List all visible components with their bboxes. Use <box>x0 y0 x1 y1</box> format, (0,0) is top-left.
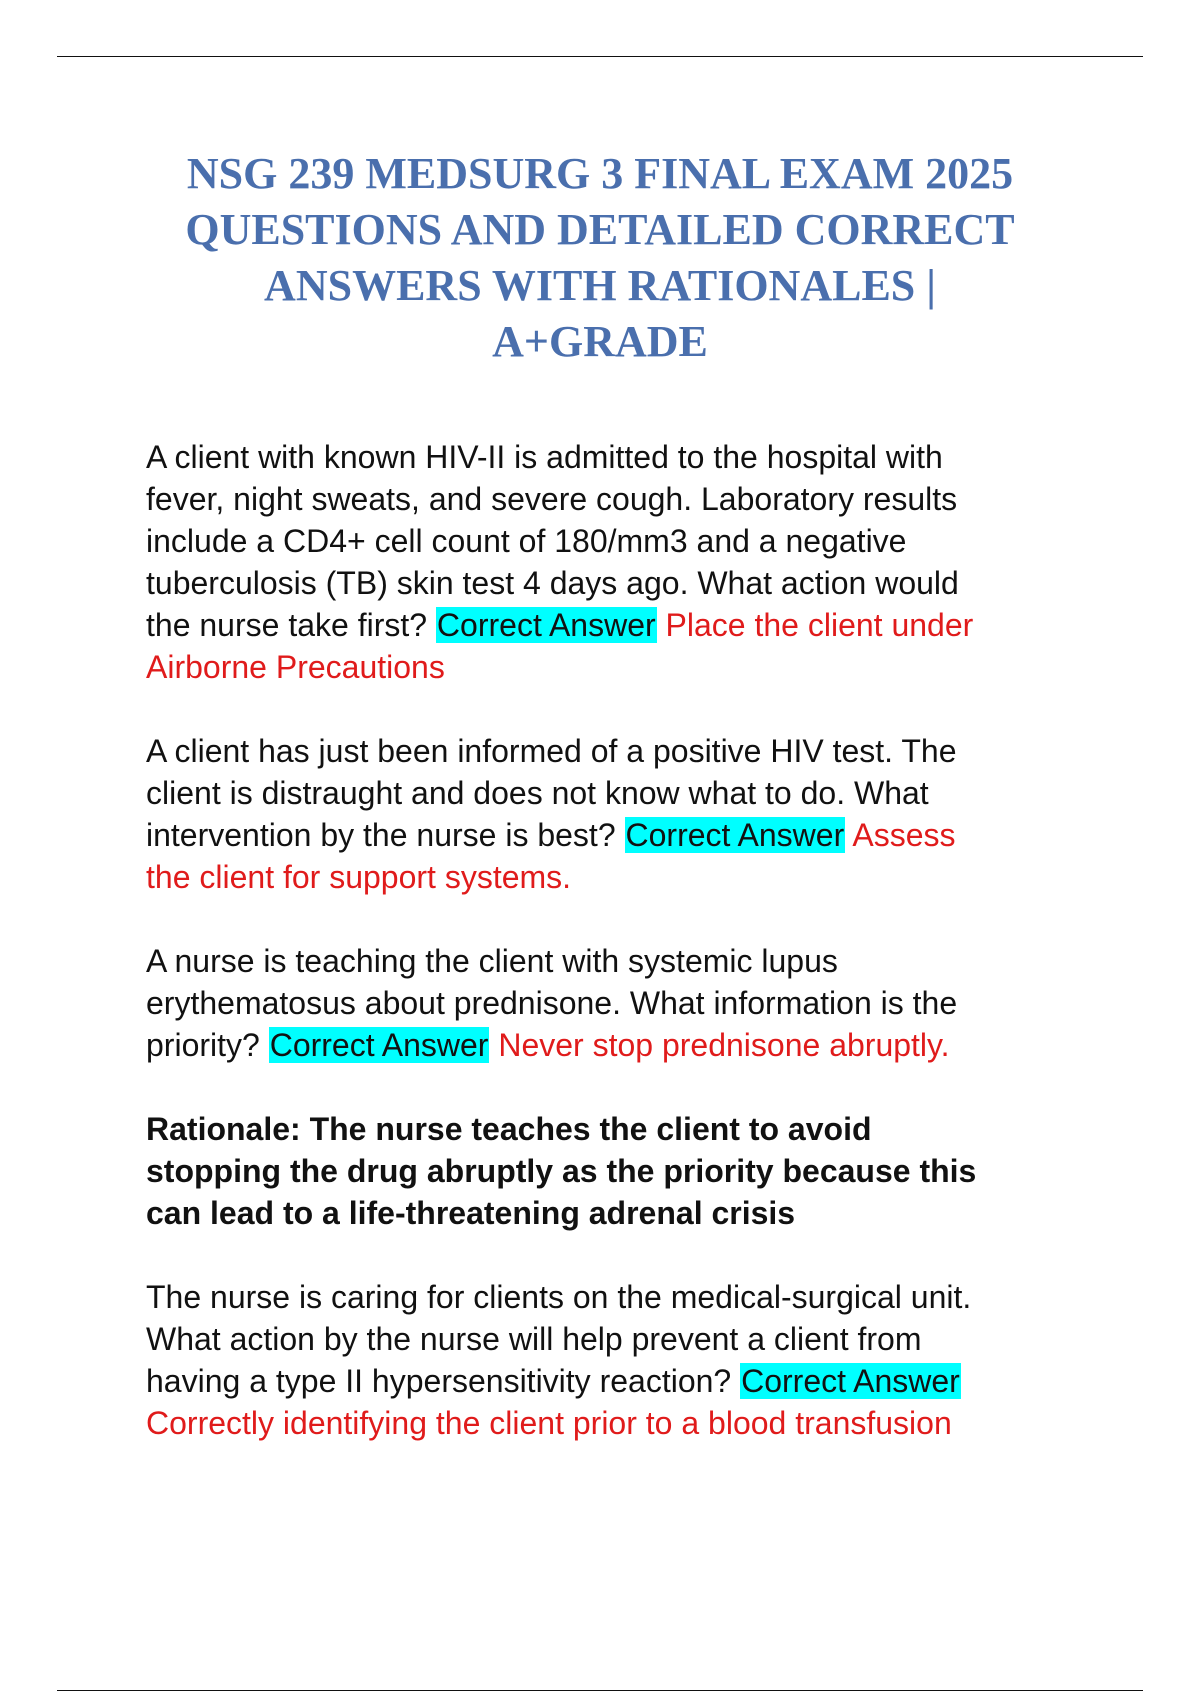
question-line <box>146 1360 1106 1402</box>
question-line: A client with known HIV-II is admitted to the hospital with <box>146 439 943 475</box>
question-answer-1 <box>146 436 1106 688</box>
question-line: include a CD4+ cell count of 180/mm3 and a negative <box>146 523 907 559</box>
rationale-line: can lead to a life-threatening adrenal crisis <box>146 1195 796 1231</box>
answer-text: Assess <box>852 817 956 853</box>
rationale-line: Rationale: The nurse teaches the client to avoid <box>146 1111 872 1147</box>
answer-line: Airborne Precautions <box>146 649 445 685</box>
question-line <box>146 1024 1106 1066</box>
question-answer-2 <box>146 730 1106 898</box>
correct-answer-tag: Correct Answer <box>436 607 656 643</box>
question-line: client is distraught and does not know what to do. What <box>146 775 929 811</box>
question-text: priority? <box>146 1027 269 1063</box>
question-line <box>146 604 1106 646</box>
title-line: NSG 239 MEDSURG 3 FINAL EXAM 2025 <box>186 149 1014 198</box>
question-line: tuberculosis (TB) skin test 4 days ago. What action would <box>146 565 959 601</box>
answer-text: Place the client under <box>665 607 974 643</box>
question-answer-4 <box>146 1276 1106 1444</box>
answer-line: the client for support systems. <box>146 859 572 895</box>
bottom-rule <box>57 1690 1143 1691</box>
top-rule <box>57 56 1143 57</box>
question-line <box>146 814 1106 856</box>
answer-line: Correctly identifying the client prior to a blood transfusion <box>146 1405 952 1441</box>
rationale-line: stopping the drug abruptly as the priority because this <box>146 1153 977 1189</box>
question-line: A client has just been informed of a positive HIV test. The <box>146 733 957 769</box>
rationale <box>146 1108 1106 1234</box>
question-text: having a type II hypersensitivity reaction? <box>146 1363 741 1399</box>
question-line: fever, night sweats, and severe cough. Laboratory results <box>146 481 958 517</box>
title-line: A+GRADE <box>492 317 708 366</box>
correct-answer-tag: Correct Answer <box>741 1363 960 1399</box>
question-line: What action by the nurse will help prevent a client from <box>146 1321 922 1357</box>
question-answer-3 <box>146 940 1106 1066</box>
title-line: ANSWERS WITH RATIONALES | <box>264 261 936 310</box>
question-text: the nurse take first? <box>146 607 436 643</box>
document-title <box>100 146 1100 370</box>
correct-answer-tag: Correct Answer <box>625 817 845 853</box>
document-body <box>146 436 1106 1444</box>
title-line: QUESTIONS AND DETAILED CORRECT <box>185 205 1015 254</box>
answer-text: Never stop prednisone abruptly. <box>498 1027 950 1063</box>
question-line: The nurse is caring for clients on the medical-surgical unit. <box>146 1279 972 1315</box>
question-line: erythematosus about prednisone. What information is the <box>146 985 958 1021</box>
question-line: A nurse is teaching the client with systemic lupus <box>146 943 838 979</box>
question-text: intervention by the nurse is best? <box>146 817 625 853</box>
correct-answer-tag: Correct Answer <box>269 1027 489 1063</box>
